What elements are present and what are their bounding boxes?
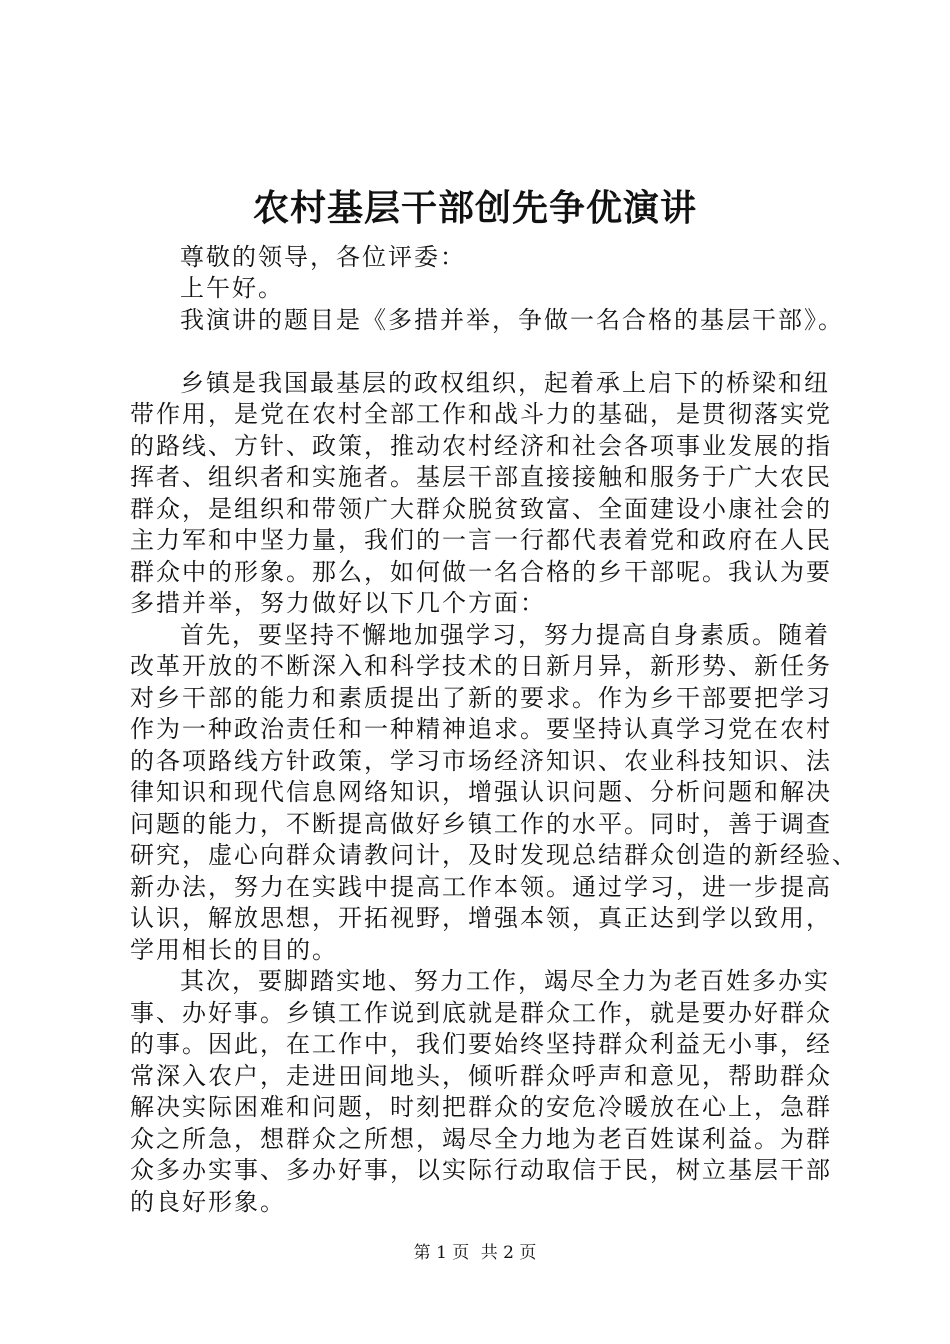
paragraph-line: 群众，是组织和带领广大群众脱贫致富、全面建设小康社会的 bbox=[130, 494, 832, 523]
paragraph-line: 的事。因此，在工作中，我们要始终坚持群众利益无小事，经 bbox=[130, 1030, 832, 1058]
paragraph-line: 律知识和现代信息网络知识，增强认识问题、分析问题和解决 bbox=[130, 778, 832, 806]
paragraph-line: 新办法，努力在实践中提高工作本领。通过学习，进一步提高 bbox=[130, 872, 832, 901]
paragraph-1 bbox=[130, 368, 842, 620]
document-title: 农村基层干部创先争优演讲 bbox=[252, 187, 697, 229]
paragraph-line: 常深入农户，走进田间地头，倾听群众呼声和意见，帮助群众 bbox=[130, 1061, 832, 1090]
paragraph-line: 挥者、组织者和实施者。基层干部直接接触和服务于广大农民 bbox=[130, 463, 832, 491]
paragraph-line: 学用相长的目的。 bbox=[130, 935, 338, 964]
paragraph-line: 研究，虚心向群众请教问计，及时发现总结群众创造的新经验、 bbox=[130, 841, 858, 869]
paragraph-line: 的各项路线方针政策，学习市场经济知识、农业科技知识、法 bbox=[130, 746, 832, 775]
paragraph-gap bbox=[130, 336, 842, 368]
greeting-line: 尊敬的领导，各位评委： bbox=[180, 242, 466, 271]
paragraph-line: 其次，要脚踏实地、努力工作，竭尽全力为老百姓多办实 bbox=[180, 967, 830, 995]
speech-topic-line: 我演讲的题目是《多措并举，争做一名合格的基层干部》。 bbox=[180, 305, 844, 334]
paragraph-line: 乡镇是我国最基层的政权组织，起着承上启下的桥梁和纽 bbox=[180, 368, 830, 397]
paragraph-line: 解决实际困难和问题，时刻把群众的安危冷暖放在心上，急群 bbox=[130, 1093, 832, 1121]
paragraph-line: 多措并举，努力做好以下几个方面： bbox=[130, 589, 546, 617]
paragraph-line: 群众中的形象。那么，如何做一名合格的乡干部呢。我认为要 bbox=[130, 557, 832, 586]
page-footer bbox=[0, 1241, 950, 1265]
paragraph-line: 主力军和中坚力量，我们的一言一行都代表着党和政府在人民 bbox=[130, 526, 832, 554]
paragraph-line: 改革开放的不断深入和科学技术的日新月异，新形势、新任务 bbox=[130, 652, 832, 680]
paragraph-line: 问题的能力，不断提高做好乡镇工作的水平。同时，善于调查 bbox=[130, 809, 832, 838]
page-number: 第 1 页 bbox=[413, 1243, 470, 1263]
greeting-line: 上午好。 bbox=[180, 274, 284, 302]
paragraph-line: 众多办实事、多办好事，以实际行动取信于民，树立基层干部 bbox=[130, 1156, 832, 1184]
paragraph-line: 事、办好事。乡镇工作说到底就是群众工作，就是要办好群众 bbox=[130, 998, 832, 1027]
title-gap bbox=[130, 210, 842, 242]
paragraph-line: 认识，解放思想，开拓视野，增强本领，真正达到学以致用， bbox=[130, 904, 832, 932]
paragraph-line: 首先，要坚持不懈地加强学习，努力提高自身素质。随着 bbox=[180, 620, 830, 649]
document-body bbox=[130, 210, 858, 1218]
page-total: 共 2 页 bbox=[480, 1243, 537, 1263]
paragraph-line: 的路线、方针、政策，推动农村经济和社会各项事业发展的指 bbox=[130, 431, 832, 460]
paragraph-2 bbox=[130, 620, 858, 967]
paragraph-line: 对乡干部的能力和素质提出了新的要求。作为乡干部要把学习 bbox=[130, 683, 832, 712]
paragraph-line: 的良好形象。 bbox=[130, 1187, 286, 1216]
paragraph-3 bbox=[130, 966, 842, 1218]
paragraph-line: 众之所急，想群众之所想，竭尽全力地为老百姓谋利益。为群 bbox=[130, 1124, 832, 1153]
paragraph-line: 带作用，是党在农村全部工作和战斗力的基础，是贯彻落实党 bbox=[130, 400, 832, 428]
paragraph-line: 作为一种政治责任和一种精神追求。要坚持认真学习党在农村 bbox=[130, 715, 832, 743]
